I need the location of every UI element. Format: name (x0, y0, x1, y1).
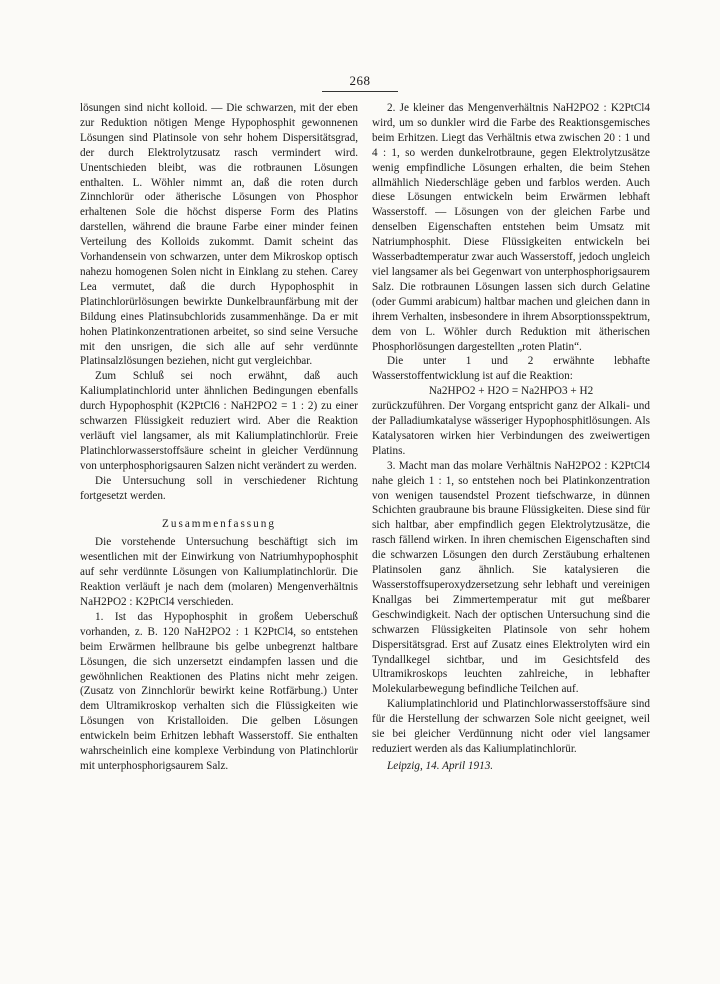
paragraph: Kaliumplatinchlorid und Platinchlorwasserstoffsäure sind für die Herstellung der schwarzen Sole nicht geeignet, weil sie bei gleicher Verdünnung nicht oder viel langsamer reduziert werden als das Kaliumplatinchlorür. (372, 698, 650, 755)
place-date-line: Leipzig, 14. April 1913. (387, 759, 494, 772)
section-heading: Zusammenfassung (162, 518, 276, 531)
paragraph: zurückzuführen. Der Vorgang entspricht ganz der Alkali- und der Palladiumkatalyse wässeriger Hypophosphitlösungen. Als Katalysatoren wirken hier Verbindungen des zweiwertigen Platins. (372, 400, 650, 457)
paragraph: 1. Ist das Hypophosphit in großem Ueberschuß vorhanden, z. B. 120 NaH2PO2 : 1 K2PtCl4, so entstehen beim Erwärmen hellbraune bis gelbe unbegrenzt haltbare Lösungen, die sich unzersetzt eindampfen lassen und die gewöhnlichen Reaktionen des Platins nicht mehr zeigen. (Zusatz von Zinnchlorür bewirkt keine Rotfärbung.) Unter dem Ultramikroskop verhalten sich die Flüssigkeiten wie Lösungen von Kristalloiden. Die gelben Lösungen entwickeln beim Erhitzen lebhaft Wasserstoff. Sie enthalten wahrscheinlich eine komplexe Verbindung von Platinchlorür mit unterphosphorigsaurem Salz. (80, 610, 358, 772)
paragraph: Die Untersuchung soll in verschiedener Richtung fortgesetzt werden. (80, 474, 358, 502)
paragraph: 3. Macht man das molare Verhältnis NaH2PO2 : K2PtCl4 nahe gleich 1 : 1, so entstehen noch bei Platinkonzentration von wenigen tausendstel Prozent tiefschwarze, in dünnen Schichten graubraune bis braune Flüssigkeiten. Diese sind für sich haltbar, aber empfindlich gegen Elektrolytzusätze, die rasch fällend wirken. In ihren chemischen Eigenschaften sind die schwarzen Lösungen den durch Zerstäubung erhaltenen Platinsolen ganz ähnlich. Sie katalysieren die Wasserstoffsuperoxydzersetzung sehr lebhaft und vereinigen Knallgas bei Zimmertemperatur mit gut meßbarer Geschwindigkeit. Nach der optischen Untersuchung sind die schwarzen Flüssigkeiten Platinsole von sehr hohem Dispersitätsgrad. Erst auf Zusatz eines Elektrolyten wird ein Tyndallkegel sichtbar, und im Gesichtsfeld des Ultramikroskops leuchten zahlreiche, in lebhafter Molekularbewegung befindliche Teilchen auf. (372, 459, 650, 696)
paragraph: Zum Schluß sei noch erwähnt, daß auch Kaliumplatinchlorid unter ähnlichen Bedingungen ebenfalls durch Hypophosphit (K2PtCl6 : NaH2PO2 = 1 : 2) zu einer schwarzen Flüssigkeit reduziert wird. Aber die Reaktion verläuft viel langsamer, als mit Kaliumplatinchlorür. Freie Platinchlorwasserstoffsäure scheint in gleicher Verdünnung von unterphosphorigsauren Salzen nicht verändert zu werden. (80, 370, 358, 472)
paragraph: lösungen sind nicht kolloid. — Die schwarzen, mit der eben zur Reduktion nötigen Menge Hypophosphit gewonnenen Lösungen sind Platinsole von sehr hohem Dispersitätsgrad, der durch Elektrolytzusatz rasch vermindert wird. Unentschieden bleibt, was die rotbraunen Lösungen enthalten. L. Wöhler nimmt an, daß die roten durch Zinnchlorür oder ätherische Lösungen von Phosphor erhaltenen Sole die höchst disperse Form des Platins darstellen, während die braune Farbe einer minder feinen Verteilung des Kolloids zukommt. Damit scheint das Vorhandensein von schwarzen, unter dem Mikroskop optisch nahezu homogenen Solen nicht in Einklang zu stehen. Carey Lea vermutet, daß die durch Hypophosphit in Platinchlorürlösungen bewirkte Dunkelbraunfärbung mit der Bildung eines Platinsubchlorids zusammenhänge. Da er mit hohen Platinkonzentrationen arbeitet, so sind seine Versuche mit den unsrigen, die sich alle auf sehr verdünnte Platinsalzlösungen beziehen, nicht gut vergleichbar. (80, 102, 358, 368)
right-column (372, 101, 650, 774)
reaction-equation: Na2HPO2 + H2O = Na2HPO3 + H2 (428, 385, 594, 398)
paragraph: Die unter 1 und 2 erwähnte lebhafte Wasserstoffentwicklung ist auf die Reaktion: (372, 355, 650, 383)
paragraph: Die vorstehende Untersuchung beschäftigt sich im wesentlichen mit der Einwirkung von Natriumhypophosphit auf sehr verdünnte Lösungen von Kaliumplatinchlorür. Die Reaktion verläuft je nach dem (molaren) Mengenverhältnis NaH2PO2 : K2PtCl4 verschieden. (80, 536, 358, 608)
left-column (80, 101, 358, 774)
paragraph: 2. Je kleiner das Mengenverhältnis NaH2PO2 : K2PtCl4 wird, um so dunkler wird die Farbe des Reaktionsgemisches beim Erhitzen. Liegt das Verhältnis etwa zwischen 20 : 1 und 4 : 1, so werden dunkelrotbraune, gegen Elektrolytzusätze wenig empfindliche Lösungen erhalten, die beim Stehen allmählich Niederschläge geben und farblos werden. Auch diese Lösungen entwickeln beim Erwärmen lebhaft Wasserstoff. — Lösungen von der gleichen Farbe und denselben Eigenschaften entstehen beim Umsatz mit Natriumphosphit. Diese Flüssigkeiten entwickeln bei Wasserbadtemperatur zwar auch Wasserstoff, jedoch ungleich viel langsamer als bei Gegenwart von unterphosphorigsaurem Salz. Die rotbraunen Lösungen lassen sich durch Gelatine (oder Gummi arabicum) haltbar machen und gleichen dann in ihrem Verhalten, insbesondere in ihrem Absorptionsspektrum, dem von L. Wöhler durch Reduktion mit ätherischen Phosphorlösungen dargestellten „roten Platin“. (372, 102, 650, 353)
page-number-rule (322, 91, 398, 92)
page-number: 268 (349, 73, 371, 88)
